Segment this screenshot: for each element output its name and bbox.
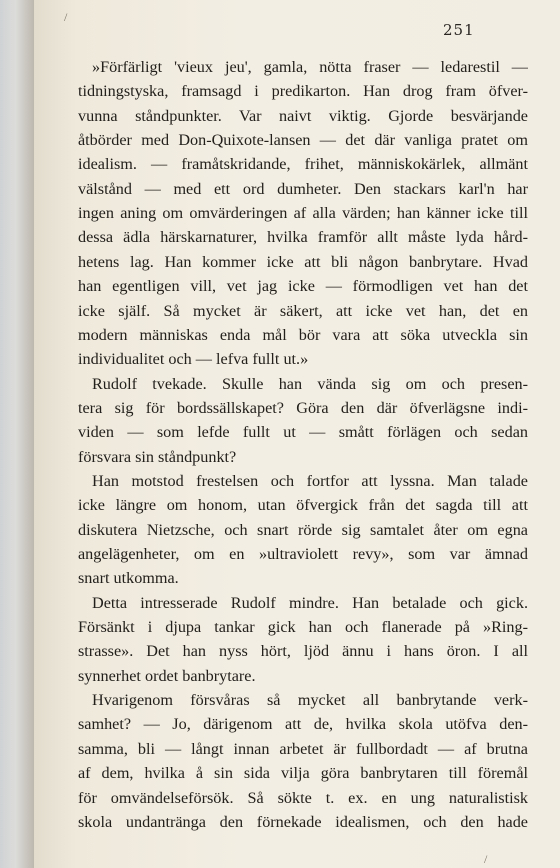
book-binding-gutter (0, 0, 34, 868)
text-line: idealism. — framåtskridande, frihet, människokärlek, allmänt (78, 155, 528, 174)
book-page (34, 0, 560, 868)
text-line: Försänkt i djupa tankar gick han och flanerade på »Ring- (78, 618, 528, 637)
text-line: synnerhet ordet banbrytare. (78, 666, 256, 685)
text-line: han egentligen vill, vet jag icke — förmodligen vet han det (78, 277, 528, 296)
text-line: samma, bli — långt innan arbetet är fullbordadt — af brutna (78, 739, 528, 758)
margin-mark: / (484, 852, 488, 866)
text-line: åtbörder med Don-Quixote-lansen — det där vanliga pratet om (78, 131, 528, 150)
text-line: försvara sin ståndpunkt? (78, 447, 237, 466)
text-line: välstånd — med ett ord dumheter. Den stackars karl'n har (78, 179, 528, 198)
text-line: för omvändelseförsök. Så sökte t. ex. en ung naturalistisk (78, 788, 528, 807)
text-line: angelägenheter, om en »ultraviolett revy», som var ämnad (78, 545, 528, 563)
text-line: diskutera Nietzsche, och snart rörde sig samtalet åter om egna (78, 520, 528, 539)
text-line: af dem, hvilka å sin sida vilja göra banbrytaren till föremål (78, 764, 528, 783)
text-line: icke längre om honom, utan öfvergick från det sagda till att (78, 496, 528, 515)
text-line: modern människas enda mål bör vara att söka utveckla sin (78, 325, 528, 344)
text-line: ingen aning om omvärderingen af alla värden; han känner icke till (78, 204, 528, 223)
text-line: viden — som lefde fullt ut — smått förlägen och sedan (78, 423, 528, 442)
page-number: 251 (443, 21, 475, 39)
text-line: Detta intresserade Rudolf mindre. Han betalade och gick. (92, 593, 528, 612)
text-line: Han motstod frestelsen och fortfor att lyssna. Man talade (92, 471, 528, 490)
text-line: Rudolf tvekade. Skulle han vända sig om och presen- (92, 374, 528, 393)
text-line: tidningstyska, framsagd i predikarton. Han drog fram öfver- (78, 82, 528, 101)
text-line: tera sig för bordssällskapet? Göra den där öfverlägsne indi- (78, 398, 528, 417)
margin-mark: / (64, 10, 68, 24)
text-line: dessa ädla härskarnaturer, hvilka framför allt måste lyda hård- (78, 228, 528, 247)
text-line: individualitet och — lefva fullt ut.» (78, 350, 309, 369)
text-line: Hvarigenom försvåras så mycket all banbrytande verk- (92, 691, 528, 710)
text-line: strasse». Det han nyss hört, ljöd ännu i hans öron. I all (78, 642, 528, 661)
text-line: »Förfärligt 'vieux jeu', gamla, nötta fraser — ledarestil — (92, 58, 528, 76)
text-line: icke själf. Så mycket är säkert, att icke vet han, det en (78, 301, 528, 320)
text-line: hetens lag. Han kommer icke att bli någon banbrytare. Hvad (78, 252, 528, 271)
text-line: skola undantränga den förnekade idealismen, och den hade (78, 812, 528, 831)
text-line: samhet? — Jo, därigenom att de, hvilka skola utöfva den- (78, 715, 528, 734)
text-line: vunna ståndpunkter. Var naivt viktig. Gjorde besvärjande (78, 106, 528, 125)
text-line: snart utkomma. (78, 569, 179, 588)
